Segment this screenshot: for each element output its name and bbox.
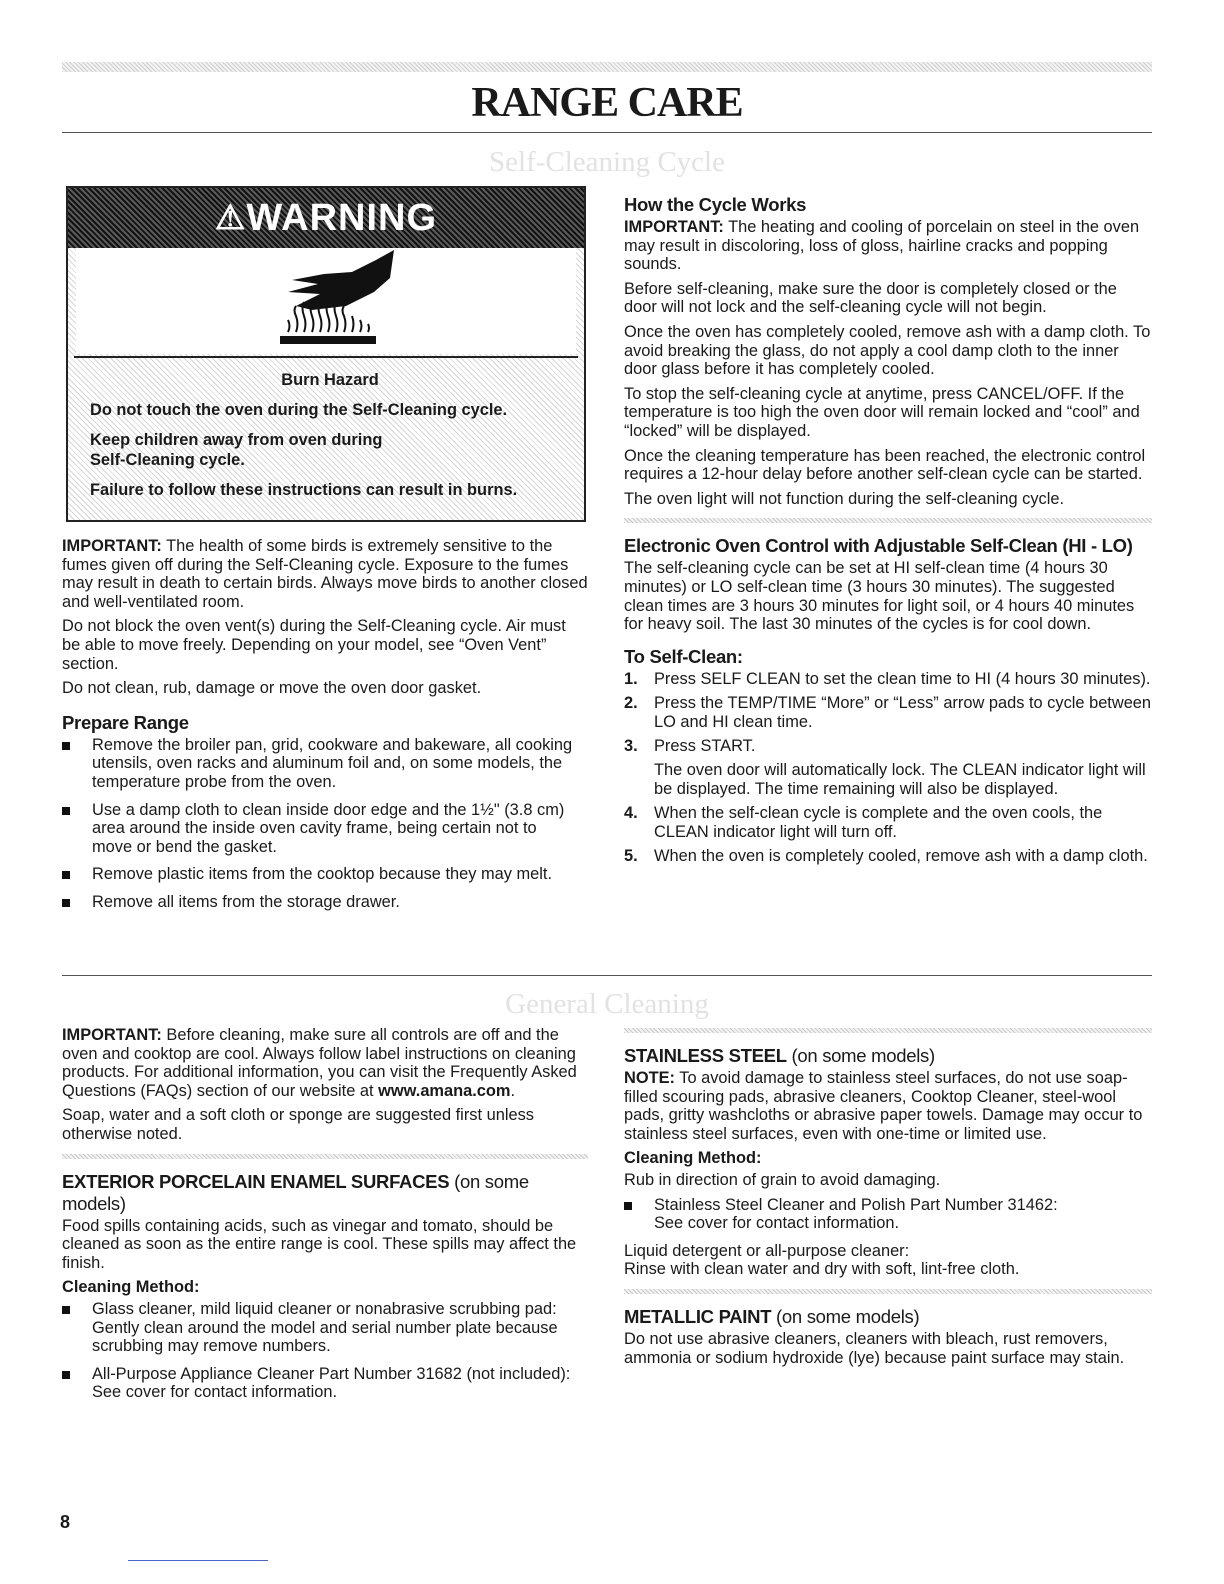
liquid-detergent-paragraph: Liquid detergent or all-purpose cleaner: Rinse with clean water and dry with soft, lint-free cloth. [624,1241,1020,1279]
list-item: All-Purpose Appliance Cleaner Part Number 31682 (not included): See cover for contact information. [62,1365,588,1402]
exterior-heading: EXTERIOR PORCELAIN ENAMEL SURFACES (on some models) [62,1170,529,1214]
warning-line-1: Do not touch the oven during the Self-Cleaning cycle. [90,401,508,419]
divider-hatch [62,1154,588,1159]
stainless-note-paragraph: NOTE: To avoid damage to stainless steel surfaces, do not use soap-filled scouring pads, abrasive cleaners, Cooktop Cleaner, steel-wool pads, gritty washcloths or abrasive paper towels. Damage may occur to stainless steel surfaces, even with one-time or limited use. [624,1069,1143,1143]
light-paragraph: The oven light will not function during the self-cleaning cycle. [624,489,1065,508]
section-rule [62,975,1152,976]
step-note: The oven door will automatically lock. The CLEAN indicator light will be displayed. The time remaining will also be displayed. [654,761,1146,798]
stainless-heading: STAINLESS STEEL (on some models) [624,1045,935,1066]
food-spills-paragraph: Food spills containing acids, such as vinegar and tomato, should be cleaned as soon as the entire range is cool. These spills may affect the finish. [62,1216,577,1272]
step-item: 1. Press SELF CLEAN to set the clean time to HI (4 hours 30 minutes). [624,669,1151,688]
hand-over-heat-icon [76,248,576,354]
cancel-paragraph: To stop the self-cleaning cycle at anytime, press CANCEL/OFF. If the temperature is too high the oven door will remain locked and “cool” and “locked” will be displayed. [624,384,1140,440]
warning-header [68,188,584,248]
page-title: RANGE CARE [471,80,743,126]
general-left-column [62,1026,588,1411]
list-item: Remove plastic items from the cooktop because they may melt. [62,865,588,884]
prepare-range-list [62,736,588,912]
warning-triangle-icon: ⚠ [214,199,247,237]
door-closed-paragraph: Before self-cleaning, make sure the door is completely closed or the door will not lock and the self-cleaning cycle will not begin. [624,279,1117,317]
section-title-general-cleaning: General Cleaning [505,988,709,1020]
top-decorative-bar [62,62,1152,72]
list-item: Remove the broiler pan, grid, cookware and bakeware, all cooking utensils, oven racks and aluminum foil and, on some models, the temperature probe from the oven. [62,736,588,792]
clean-times-paragraph: The self-cleaning cycle can be set at HI self-clean time (4 hours 30 minutes) or LO self-clean time (3 hours 30 minutes). The suggested clean times are 3 hours 30 minutes for light soil, or 4 hours 40 minutes for heavy soil. The last 30 minutes of the cycles is for cool down. [624,559,1135,634]
footer-link-underline [128,1560,268,1561]
warning-line-3: Failure to follow these instructions can result in burns. [90,481,518,499]
section-title-self-cleaning: Self-Cleaning Cycle [489,146,725,178]
step-item: 4. When the self-clean cycle is complete and the oven cools, the CLEAN indicator light will turn off. [624,804,1103,841]
burn-hazard-image [76,248,576,354]
metallic-paragraph: Do not use abrasive cleaners, cleaners with bleach, rust removers, ammonia or sodium hydroxide (lye) because paint surface may stain. [624,1329,1125,1367]
delay-paragraph: Once the cleaning temperature has been reached, the electronic control requires a 12-hour delay before another self-clean cycle can be started. [624,446,1146,484]
warning-line-2: Keep children away from oven during Self-Cleaning cycle. [90,431,383,469]
to-self-clean-heading: To Self-Clean: [624,645,743,667]
general-intro-paragraph: IMPORTANT: Before cleaning, make sure all controls are off and the oven and cooktop are cool. Always follow label instructions on cleaning products. For additional information, you can visit the Frequently Asked Questions (FAQs) section of our website at www.amana.com. [62,1026,577,1100]
warning-divider [74,356,578,358]
warning-title: ⚠WARNING [214,197,438,239]
warning-body [90,370,570,510]
general-right-column [624,1020,1152,1373]
porcelain-paragraph: IMPORTANT: The heating and cooling of porcelain on steel in the oven may result in discoloring, loss of gloss, hairline cracks and popping sounds. [624,218,1140,274]
self-clean-left-column [62,537,588,921]
soap-paragraph: Soap, water and a soft cloth or sponge are suggested first unless otherwise noted. [62,1106,534,1143]
list-item: Stainless Steel Cleaner and Polish Part Number 31462: See cover for contact information. [624,1196,1152,1233]
self-clean-steps [624,670,1152,866]
divider-hatch [624,1028,1152,1033]
title-rule [62,132,1152,133]
stainless-method-label: Cleaning Method: [624,1149,762,1168]
divider-hatch [624,518,1152,523]
birds-paragraph: IMPORTANT: The health of some birds is extremely sensitive to the fumes given off during the Self-Cleaning cycle. Exposure to the fumes may result in death to certain birds. Always move birds to another closed and well-ventilated room. [62,537,588,611]
prepare-range-heading: Prepare Range [62,711,189,733]
page-number: 8 [60,1512,71,1532]
stainless-method-text: Rub in direction of grain to avoid damaging. [624,1170,941,1189]
list-item: Use a damp cloth to clean inside door edge and the 1½" (3.8 cm) area around the inside oven cavity frame, being certain not to move or bend the gasket. [62,801,588,857]
metallic-heading: METALLIC PAINT (on some models) [624,1305,920,1327]
vent-paragraph: Do not block the oven vent(s) during the Self-Cleaning cycle. Air must be able to move freely. Depending on your model, see “Oven Vent” section. [62,617,566,673]
how-cycle-works-heading: How the Cycle Works [624,194,807,215]
step-item: 5. When the oven is completely cooled, remove ash with a damp cloth. [624,847,1148,866]
gasket-paragraph: Do not clean, rub, damage or move the oven door gasket. [62,679,482,698]
website-link[interactable]: www.amana.com [378,1081,511,1100]
exterior-method-list [62,1300,588,1402]
self-clean-right-column [624,194,1152,872]
list-item: Remove all items from the storage drawer. [62,893,588,912]
step-item: 2. Press the TEMP/TIME “More” or “Less” arrow pads to cycle between LO and HI clean time. [624,694,1152,731]
list-item: Glass cleaner, mild liquid cleaner or nonabrasive scrubbing pad: Gently clean around the model and serial number plate because scrubbing may remove numbers. [62,1300,588,1356]
step-item: 3. Press START. The oven door will automatically lock. The CLEAN indicator light will be displayed. The time remaining will also be displayed. [624,737,1152,798]
electronic-control-heading: Electronic Oven Control with Adjustable Self-Clean (HI - LO) [624,535,1133,557]
exterior-method-label: Cleaning Method: [62,1278,200,1297]
divider-hatch [624,1289,1152,1294]
hazard-label: Burn Hazard [281,371,379,389]
warning-box [66,186,586,522]
ash-paragraph: Once the oven has completely cooled, remove ash with a damp cloth. To avoid breaking the glass, do not apply a cool damp cloth to the inner door glass before it has completely cooled. [624,322,1151,379]
stainless-method-list [624,1196,1152,1233]
